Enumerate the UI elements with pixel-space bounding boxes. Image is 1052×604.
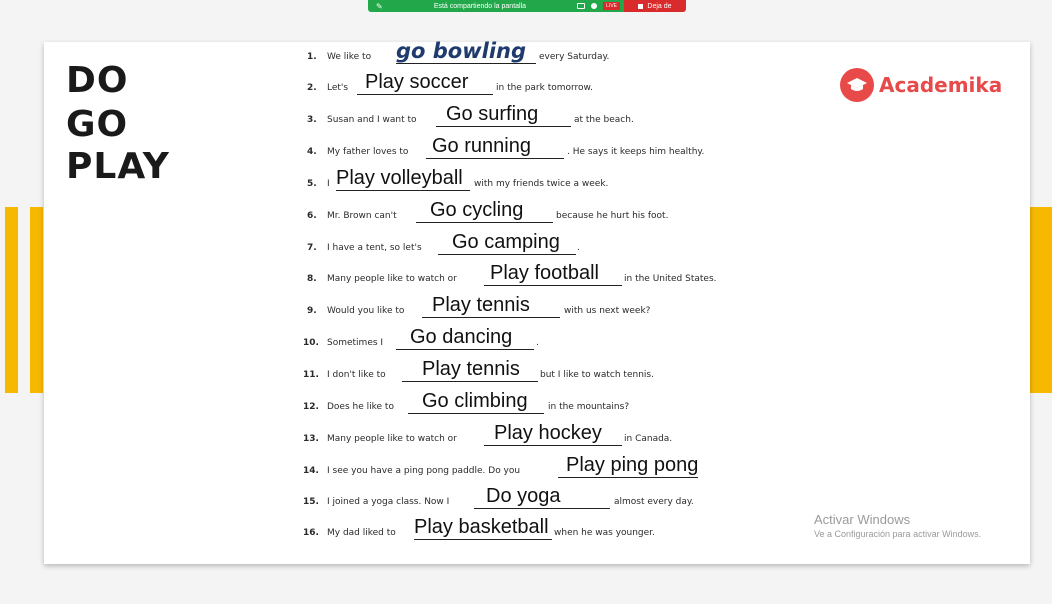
item-number: 3. bbox=[307, 115, 317, 125]
item-suffix: when he was younger. bbox=[554, 528, 655, 538]
answer-blank-line bbox=[416, 222, 553, 223]
watermark-subtitle: Ve a Configuración para activar Windows. bbox=[814, 529, 982, 539]
answer-text: Play soccer bbox=[365, 71, 469, 93]
item-number: 1. bbox=[307, 52, 317, 62]
item-prompt: I don't like to bbox=[327, 370, 386, 380]
item-suffix: but I like to watch tennis. bbox=[540, 370, 654, 380]
item-number: 10. bbox=[303, 338, 319, 348]
item-prompt: Would you like to bbox=[327, 306, 405, 316]
answer-text: Do yoga bbox=[486, 485, 561, 507]
stop-icon bbox=[638, 4, 643, 9]
item-number: 2. bbox=[307, 83, 317, 93]
answer-text: Go climbing bbox=[422, 390, 528, 412]
item-suffix: in Canada. bbox=[624, 434, 673, 444]
answer-blank-line bbox=[422, 317, 560, 318]
item-suffix: with us next week? bbox=[564, 306, 651, 316]
item-prompt: I bbox=[327, 179, 330, 189]
worksheet-slide bbox=[44, 39, 1030, 564]
item-prompt: Many people like to watch or bbox=[327, 434, 457, 444]
answer-blank-line bbox=[402, 381, 538, 382]
item-prompt: I have a tent, so let's bbox=[327, 243, 422, 253]
answer-text: Go dancing bbox=[410, 326, 513, 348]
item-suffix: with my friends twice a week. bbox=[474, 179, 609, 189]
item-suffix: almost every day. bbox=[614, 497, 694, 507]
answer-blank-line bbox=[336, 190, 470, 191]
answer-text: Go cycling bbox=[430, 199, 524, 221]
answer-text: go bowling bbox=[396, 39, 527, 63]
item-number: 15. bbox=[303, 497, 319, 507]
item-prompt: Susan and I want to bbox=[327, 115, 417, 125]
item-number: 8. bbox=[307, 274, 317, 284]
item-suffix: in the United States. bbox=[624, 274, 717, 284]
windows-activation-watermark bbox=[814, 512, 981, 539]
screen-share-bar bbox=[368, 0, 686, 12]
watermark-title: Activar Windows bbox=[814, 512, 911, 527]
item-number: 9. bbox=[307, 306, 317, 316]
share-status bbox=[368, 0, 624, 12]
item-prompt: Sometimes I bbox=[327, 338, 384, 348]
answer-blank-line bbox=[357, 94, 493, 95]
academika-logo bbox=[840, 68, 1002, 102]
logo-text: Academika bbox=[879, 73, 1003, 97]
answer-blank-line bbox=[474, 508, 610, 509]
item-number: 6. bbox=[307, 211, 317, 221]
answer-blank-line bbox=[426, 158, 564, 159]
item-prompt: I see you have a ping pong paddle. Do you bbox=[327, 466, 521, 476]
pin-icon[interactable]: ✎ bbox=[376, 1, 383, 11]
answer-blank-line bbox=[396, 349, 534, 350]
item-suffix: at the beach. bbox=[574, 115, 634, 125]
answer-blank-line bbox=[408, 413, 544, 414]
item-prompt: My father loves to bbox=[327, 147, 409, 157]
answer-blank-line bbox=[396, 63, 536, 64]
answer-text: Play football bbox=[490, 262, 599, 284]
right-yellow-bar bbox=[1030, 207, 1052, 393]
answer-text: Play volleyball bbox=[336, 167, 463, 189]
answer-blank-line bbox=[436, 126, 571, 127]
answer-blank-line bbox=[484, 445, 622, 446]
answer-blank-line bbox=[414, 539, 552, 540]
item-prompt: My dad liked to bbox=[327, 528, 396, 538]
answer-text: Play tennis bbox=[432, 294, 530, 316]
shield-icon[interactable] bbox=[591, 3, 597, 9]
screen-icon[interactable] bbox=[577, 3, 585, 9]
item-prompt: Let's bbox=[327, 83, 349, 93]
answer-text: Go camping bbox=[452, 231, 560, 253]
answer-text: Go running bbox=[432, 135, 531, 157]
stop-sharing-label: Deja de bbox=[647, 2, 672, 10]
item-suffix: in the park tomorrow. bbox=[496, 83, 593, 93]
item-suffix: . bbox=[577, 243, 580, 253]
live-badge: LIVE bbox=[603, 2, 620, 10]
item-number: 4. bbox=[307, 147, 317, 157]
item-number: 5. bbox=[307, 179, 317, 189]
answer-text: Play hockey bbox=[494, 422, 602, 444]
answer-text: Play tennis bbox=[422, 358, 520, 380]
item-suffix: . He says it keeps him healthy. bbox=[567, 147, 705, 157]
left-yellow-bar-outer bbox=[5, 207, 18, 393]
item-prompt: We like to bbox=[327, 52, 372, 62]
word-go: GO bbox=[66, 104, 129, 145]
item-number: 11. bbox=[303, 370, 319, 380]
stop-sharing-button[interactable] bbox=[624, 0, 686, 12]
answer-text: Go surfing bbox=[446, 103, 539, 125]
item-suffix: . bbox=[536, 338, 539, 348]
answer-text: Play ping pong bbox=[566, 454, 699, 476]
answer-blank-line bbox=[484, 285, 622, 286]
answer-text: Play basketball bbox=[414, 516, 549, 538]
item-suffix: because he hurt his foot. bbox=[556, 211, 669, 221]
word-do: DO bbox=[66, 60, 129, 101]
item-prompt: Mr. Brown can't bbox=[327, 211, 397, 221]
answer-blank-line bbox=[558, 477, 698, 478]
share-status-text: Está compartiendo la pantalla bbox=[433, 2, 527, 10]
item-number: 7. bbox=[307, 243, 317, 253]
item-prompt: Many people like to watch or bbox=[327, 274, 457, 284]
item-number: 13. bbox=[303, 434, 319, 444]
item-suffix: in the mountains? bbox=[548, 402, 630, 412]
item-number: 14. bbox=[303, 466, 319, 476]
word-play: PLAY bbox=[66, 146, 170, 187]
answer-blank-line bbox=[438, 254, 576, 255]
item-suffix: every Saturday. bbox=[539, 52, 610, 62]
item-number: 16. bbox=[303, 528, 319, 538]
left-yellow-bar-inner bbox=[30, 207, 43, 393]
item-prompt: Does he like to bbox=[327, 402, 394, 412]
item-prompt: I joined a yoga class. Now I bbox=[327, 497, 450, 507]
item-number: 12. bbox=[303, 402, 319, 412]
graduation-cap-icon bbox=[840, 68, 874, 102]
